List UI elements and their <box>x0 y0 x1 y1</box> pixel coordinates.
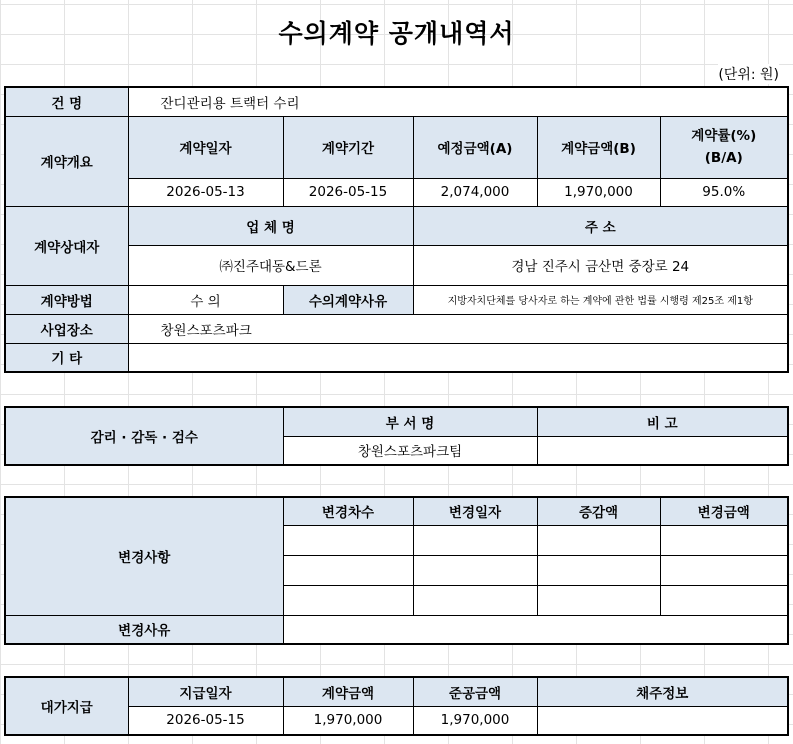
company-label: 업 체 명 <box>128 206 413 245</box>
col-change-seq: 변경차수 <box>283 497 413 525</box>
payment-table <box>4 676 789 736</box>
change-cell[interactable] <box>413 555 537 585</box>
contract-name[interactable]: 잔디관리용 트랙터 수리 <box>128 87 788 116</box>
contract-table <box>4 86 789 373</box>
payment-contract-amount[interactable]: 1,970,000 <box>283 706 413 735</box>
business-site[interactable]: 창원스포츠파크 <box>128 314 788 343</box>
col-contract-period: 계약기간 <box>283 116 413 178</box>
col-payment-date: 지급일자 <box>128 677 283 706</box>
estimate-amount[interactable]: 2,074,000 <box>413 178 537 206</box>
supervision-table <box>4 406 789 466</box>
changes-table <box>4 496 789 645</box>
change-cell[interactable] <box>660 555 788 585</box>
col-change-diff: 증감액 <box>537 497 660 525</box>
method-label: 계약방법 <box>5 285 128 314</box>
change-reason[interactable] <box>283 615 788 644</box>
col-contract-rate-line1: 계약률(%) <box>691 128 757 144</box>
col-payment-contract: 계약금액 <box>283 677 413 706</box>
payment-date[interactable]: 2026-05-15 <box>128 706 283 735</box>
change-cell[interactable] <box>413 525 537 555</box>
party-label: 계약상대자 <box>5 206 128 285</box>
contract-name-label: 건 명 <box>5 87 128 116</box>
unit-label: (단위: 원) <box>718 64 779 84</box>
col-change-amount: 변경금액 <box>660 497 788 525</box>
supervision-note[interactable] <box>537 436 788 465</box>
supervision-dept[interactable]: 창원스포츠파크팀 <box>283 436 537 465</box>
change-cell[interactable] <box>537 585 660 615</box>
contract-rate[interactable]: 95.0% <box>660 178 788 206</box>
company-name[interactable]: ㈜진주대동&드론 <box>128 245 413 285</box>
site-label: 사업장소 <box>5 314 128 343</box>
col-contract-amount: 계약금액(B) <box>537 116 660 178</box>
col-contract-rate-line2: (B/A) <box>704 150 743 166</box>
col-change-date: 변경일자 <box>413 497 537 525</box>
change-cell[interactable] <box>413 585 537 615</box>
change-cell[interactable] <box>537 525 660 555</box>
etc-label: 기 타 <box>5 343 128 372</box>
col-payment-complete: 준공금액 <box>413 677 537 706</box>
contract-method[interactable]: 수 의 <box>128 285 283 314</box>
page-title: 수의계약 공개내역서 <box>278 19 515 48</box>
change-cell[interactable] <box>283 525 413 555</box>
supervision-label: 감리 · 감독 · 검수 <box>5 407 283 465</box>
reason-label: 수의계약사유 <box>283 285 413 314</box>
payment-creditor[interactable] <box>537 706 788 735</box>
change-cell[interactable] <box>283 585 413 615</box>
changes-label: 변경사항 <box>5 497 283 615</box>
overview-label: 계약개요 <box>5 116 128 206</box>
contract-reason[interactable]: 지방자치단체를 당사자로 하는 계약에 관한 법률 시행령 제25조 제1항 <box>413 285 788 314</box>
col-payment-creditor: 채주정보 <box>537 677 788 706</box>
change-cell[interactable] <box>660 525 788 555</box>
contract-date[interactable]: 2026-05-13 <box>128 178 283 206</box>
payment-complete-amount[interactable]: 1,970,000 <box>413 706 537 735</box>
col-contract-rate <box>660 116 788 178</box>
col-estimate-amount: 예정금액(A) <box>413 116 537 178</box>
payment-label: 대가지급 <box>5 677 128 735</box>
change-cell[interactable] <box>537 555 660 585</box>
dept-label: 부 서 명 <box>283 407 537 436</box>
change-cell[interactable] <box>283 555 413 585</box>
col-contract-date: 계약일자 <box>128 116 283 178</box>
company-address[interactable]: 경남 진주시 금산면 중장로 24 <box>413 245 788 285</box>
contract-amount[interactable]: 1,970,000 <box>537 178 660 206</box>
change-reason-label: 변경사유 <box>5 615 283 644</box>
etc-value[interactable] <box>128 343 788 372</box>
note-label: 비 고 <box>537 407 788 436</box>
address-label: 주 소 <box>413 206 788 245</box>
contract-period[interactable]: 2026-05-15 <box>283 178 413 206</box>
change-cell[interactable] <box>660 585 788 615</box>
